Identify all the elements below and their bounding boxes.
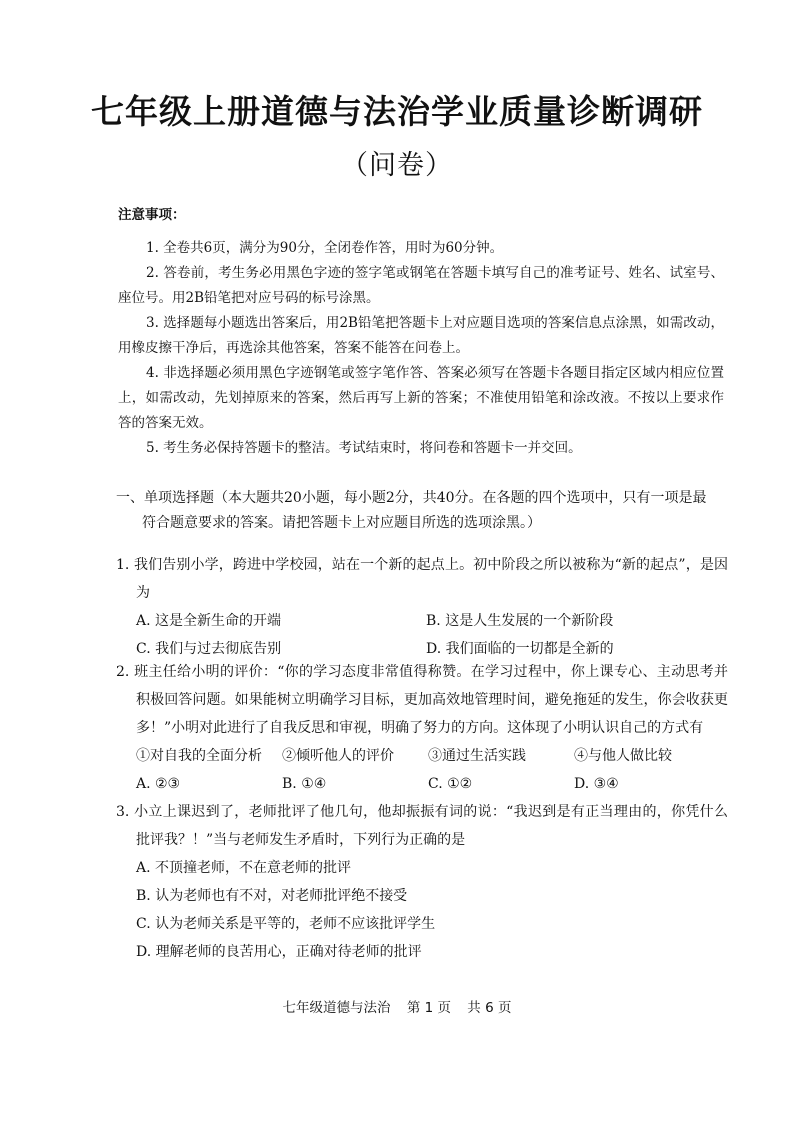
footer-total-pages: 共 6 页 bbox=[467, 1000, 512, 1016]
footer-page-number: 第 1 页 bbox=[406, 1000, 451, 1016]
option-b: B. 认为老师也有不对，对老师批评绝不接受 bbox=[136, 888, 408, 904]
option-d: D. 理解老师的良苦用心，正确对待老师的批评 bbox=[136, 944, 422, 960]
choice-row bbox=[116, 742, 728, 770]
option-d: D. ③④ bbox=[574, 776, 619, 792]
notice-item: 5. 考生务必保持答题卡的整洁。考试结束时，将问卷和答题卡一并交回。 bbox=[146, 440, 582, 456]
footer-subject: 七年级道德与法治 bbox=[282, 1000, 391, 1016]
option-a: A. ②③ bbox=[136, 776, 181, 792]
notice-heading: 注意事项： bbox=[118, 207, 186, 223]
option-b: B. ①④ bbox=[282, 776, 327, 792]
choice-3: ③通过生活实践 bbox=[428, 748, 526, 764]
notice-item: 2. 答卷前，考生务必用黑色字迹的签字笔或钢笔在答题卡填写自己的准考证号、姓名、试室号、座位号。用2B铅笔把对应号码的标号涂黑。 bbox=[118, 265, 724, 306]
option-row bbox=[116, 770, 728, 798]
section-heading-line1: 一、单项选择题（本大题共20小题，每小题2分，共40分。在各题的四个选项中，只有一项是最 bbox=[116, 490, 707, 506]
option-row bbox=[116, 607, 728, 635]
page-subtitle: （问卷） bbox=[341, 150, 453, 181]
notice-list bbox=[118, 236, 724, 461]
option-c: C. 我们与过去彻底告别 bbox=[136, 641, 282, 657]
page-title: 七年级上册道德与法治学业质量诊断调研 bbox=[91, 92, 703, 131]
option-c: C. ①② bbox=[428, 776, 473, 792]
section-heading-line2: 符合题意要求的答案。请把答题卡上对应题目所选的选项涂黑。） bbox=[142, 515, 541, 531]
choice-4: ④与他人做比较 bbox=[574, 748, 672, 764]
choice-2: ②倾听他人的评价 bbox=[282, 748, 394, 764]
question-stem: 3. 小立上课迟到了，老师批评了他几句，他却振振有词的说：“我迟到是有正当理由的，你凭什么批评我？！”当与老师发生矛盾时，下列行为正确的是 bbox=[116, 804, 728, 848]
option-list bbox=[116, 854, 728, 966]
question-stem: 2. 班主任给小明的评价：“你的学习态度非常值得称赞。在学习过程中，你上课专心、主动思考并积极回答问题。如果能树立明确学习目标，更加高效地管理时间，避免拖延的发生，你会收获更多！”小明对此进行了自我反思和审视，明确了努力的方向。这体现了小明认识自己的方式有 bbox=[116, 664, 728, 736]
question-3 bbox=[116, 798, 728, 966]
notice-item: 4. 非选择题必须用黑色字迹钢笔或签字笔作答、答案必须写在答题卡各题目指定区域内相应位置上，如需改动，先划掉原来的答案，然后再写上新的答案；不准使用铅笔和涂改液。不按以上要求作答的答案无效。 bbox=[118, 365, 724, 431]
section-heading bbox=[116, 486, 728, 536]
question-stem: 1. 我们告别小学，跨进中学校园，站在一个新的起点上。初中阶段之所以被称为“新的起点”，是因为 bbox=[116, 557, 728, 601]
choice-1: ①对自我的全面分析 bbox=[136, 748, 262, 764]
question-1 bbox=[116, 551, 728, 663]
notice-item: 1. 全卷共6页，满分为90分，全闭卷作答，用时为60分钟。 bbox=[146, 240, 504, 256]
option-c: C. 认为老师关系是平等的，老师不应该批评学生 bbox=[136, 916, 436, 932]
question-2 bbox=[116, 658, 728, 798]
page-footer bbox=[0, 996, 794, 1016]
option-a: A. 不顶撞老师，不在意老师的批评 bbox=[136, 860, 352, 876]
notice-item: 3. 选择题每小题选出答案后，用2B铅笔把答题卡上对应题目选项的答案信息点涂黑，如需改动，用橡皮擦干净后，再选涂其他答案，答案不能答在问卷上。 bbox=[118, 315, 724, 356]
option-b: B. 这是人生发展的一个新阶段 bbox=[426, 613, 614, 629]
option-d: D. 我们面临的一切都是全新的 bbox=[426, 641, 614, 657]
option-a: A. 这是全新生命的开端 bbox=[136, 613, 282, 629]
